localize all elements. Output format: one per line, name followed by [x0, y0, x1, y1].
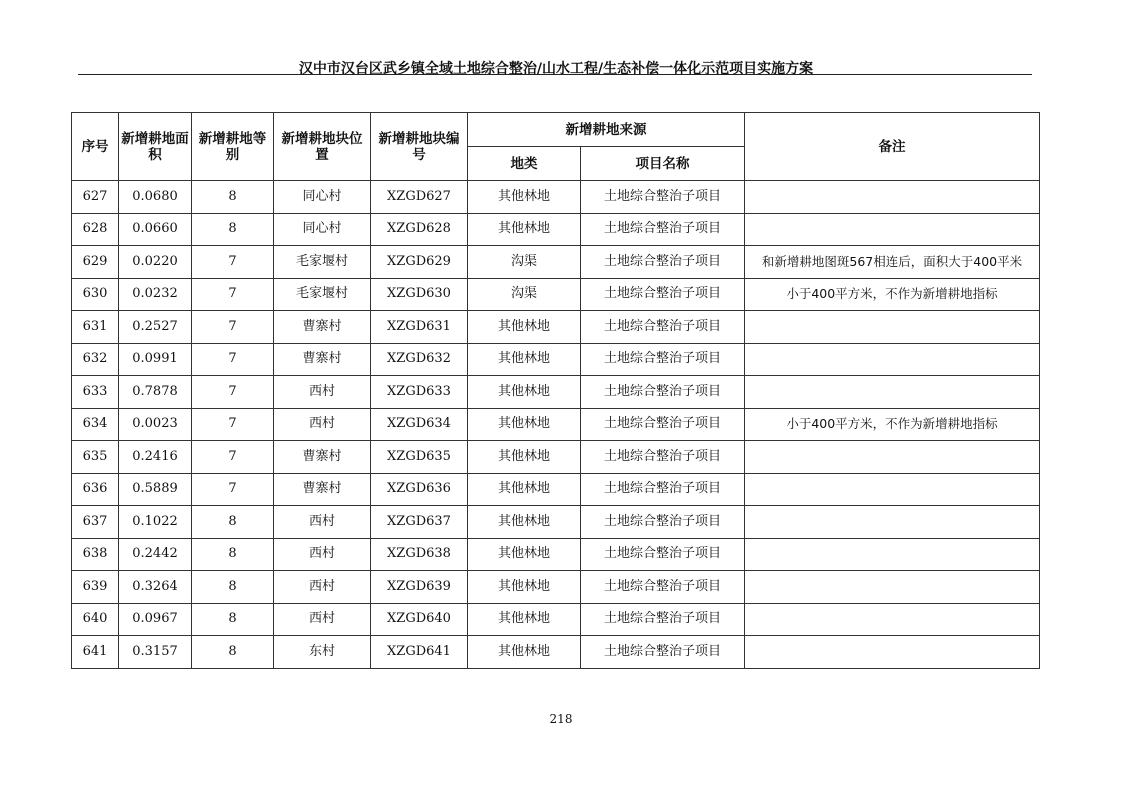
table-row: [72, 408, 1040, 441]
cell-code: XZGD637: [371, 506, 468, 539]
page-number: 218: [549, 712, 573, 726]
table-row: [72, 311, 1040, 344]
cell-grade: 7: [192, 473, 274, 506]
cell-note: [745, 343, 1040, 376]
cell-area: 0.0967: [119, 603, 192, 636]
header-note: 备注: [745, 113, 1040, 181]
cell-grade: 7: [192, 441, 274, 474]
cell-seq: 631: [72, 311, 119, 344]
cell-seq: 635: [72, 441, 119, 474]
cell-grade: 7: [192, 311, 274, 344]
cell-note: [745, 311, 1040, 344]
cell-area: 0.0991: [119, 343, 192, 376]
cell-code: XZGD632: [371, 343, 468, 376]
cell-location: 东村: [274, 636, 371, 669]
cell-project: 土地综合整治子项目: [581, 246, 745, 279]
cell-land-type: 其他林地: [468, 181, 581, 214]
table-row: [72, 571, 1040, 604]
cell-location: 同心村: [274, 181, 371, 214]
cell-note: [745, 538, 1040, 571]
cell-area: 0.2442: [119, 538, 192, 571]
header-grade: 新增耕地等别: [192, 113, 274, 181]
cell-code: XZGD635: [371, 441, 468, 474]
cell-note: [745, 603, 1040, 636]
cell-area: 0.2416: [119, 441, 192, 474]
table-row: [72, 538, 1040, 571]
table-row: [72, 376, 1040, 409]
cell-note: [745, 473, 1040, 506]
cell-location: 西村: [274, 603, 371, 636]
table-row: [72, 603, 1040, 636]
table-body: [72, 181, 1040, 669]
cell-project: 土地综合整治子项目: [581, 506, 745, 539]
cell-seq: 636: [72, 473, 119, 506]
cell-code: XZGD631: [371, 311, 468, 344]
cell-location: 毛家堰村: [274, 278, 371, 311]
cell-area: 0.5889: [119, 473, 192, 506]
cell-grade: 7: [192, 343, 274, 376]
cell-code: XZGD634: [371, 408, 468, 441]
cell-location: 曹寨村: [274, 441, 371, 474]
cell-area: 0.0660: [119, 213, 192, 246]
cell-land-type: 其他林地: [468, 538, 581, 571]
cell-area: 0.3264: [119, 571, 192, 604]
cell-project: 土地综合整治子项目: [581, 538, 745, 571]
table-row: [72, 213, 1040, 246]
cell-project: 土地综合整治子项目: [581, 603, 745, 636]
cell-note: [745, 441, 1040, 474]
cell-note: 小于400平方米，不作为新增耕地指标: [745, 278, 1040, 311]
table-row: [72, 506, 1040, 539]
cell-grade: 8: [192, 636, 274, 669]
cell-note: 小于400平方米，不作为新增耕地指标: [745, 408, 1040, 441]
cell-grade: 8: [192, 181, 274, 214]
cell-seq: 629: [72, 246, 119, 279]
land-plot-table: [71, 112, 1040, 669]
cell-code: XZGD633: [371, 376, 468, 409]
cell-grade: 8: [192, 603, 274, 636]
table-row: [72, 473, 1040, 506]
cell-code: XZGD627: [371, 181, 468, 214]
cell-note: [745, 213, 1040, 246]
cell-land-type: 其他林地: [468, 473, 581, 506]
cell-area: 0.0232: [119, 278, 192, 311]
cell-land-type: 其他林地: [468, 213, 581, 246]
cell-code: XZGD628: [371, 213, 468, 246]
cell-grade: 7: [192, 246, 274, 279]
cell-location: 西村: [274, 506, 371, 539]
cell-land-type: 其他林地: [468, 343, 581, 376]
cell-area: 0.0023: [119, 408, 192, 441]
cell-note: [745, 181, 1040, 214]
header-seq: 序号: [72, 113, 119, 181]
cell-land-type: 其他林地: [468, 311, 581, 344]
table-row: [72, 246, 1040, 279]
cell-project: 土地综合整治子项目: [581, 441, 745, 474]
cell-grade: 7: [192, 408, 274, 441]
header-area: 新增耕地面积: [119, 113, 192, 181]
cell-location: 西村: [274, 408, 371, 441]
cell-project: 土地综合整治子项目: [581, 571, 745, 604]
cell-seq: 630: [72, 278, 119, 311]
cell-seq: 633: [72, 376, 119, 409]
cell-seq: 628: [72, 213, 119, 246]
cell-code: XZGD638: [371, 538, 468, 571]
cell-location: 西村: [274, 376, 371, 409]
cell-project: 土地综合整治子项目: [581, 636, 745, 669]
cell-location: 曹寨村: [274, 343, 371, 376]
cell-grade: 8: [192, 506, 274, 539]
cell-location: 曹寨村: [274, 311, 371, 344]
cell-grade: 8: [192, 538, 274, 571]
cell-code: XZGD639: [371, 571, 468, 604]
cell-code: XZGD641: [371, 636, 468, 669]
cell-area: 0.2527: [119, 311, 192, 344]
cell-land-type: 其他林地: [468, 506, 581, 539]
header-project: 项目名称: [581, 147, 745, 181]
cell-land-type: 沟渠: [468, 278, 581, 311]
cell-area: 0.1022: [119, 506, 192, 539]
table-row: [72, 636, 1040, 669]
cell-project: 土地综合整治子项目: [581, 181, 745, 214]
table-row: [72, 181, 1040, 214]
cell-area: 0.3157: [119, 636, 192, 669]
cell-seq: 637: [72, 506, 119, 539]
cell-seq: 634: [72, 408, 119, 441]
header-code: 新增耕地块编号: [371, 113, 468, 181]
cell-land-type: 其他林地: [468, 376, 581, 409]
table-row: [72, 278, 1040, 311]
cell-code: XZGD630: [371, 278, 468, 311]
cell-location: 毛家堰村: [274, 246, 371, 279]
cell-area: 0.0220: [119, 246, 192, 279]
cell-grade: 7: [192, 278, 274, 311]
document-header-title: 汉中市汉台区武乡镇全域土地综合整治/山水工程/生态补偿一体化示范项目实施方案: [298, 61, 814, 77]
cell-land-type: 其他林地: [468, 441, 581, 474]
cell-code: XZGD629: [371, 246, 468, 279]
cell-land-type: 沟渠: [468, 246, 581, 279]
cell-seq: 632: [72, 343, 119, 376]
cell-area: 0.7878: [119, 376, 192, 409]
cell-note: [745, 571, 1040, 604]
cell-grade: 8: [192, 571, 274, 604]
cell-note: [745, 636, 1040, 669]
cell-note: [745, 506, 1040, 539]
cell-area: 0.0680: [119, 181, 192, 214]
cell-project: 土地综合整治子项目: [581, 213, 745, 246]
cell-land-type: 其他林地: [468, 571, 581, 604]
cell-land-type: 其他林地: [468, 636, 581, 669]
cell-project: 土地综合整治子项目: [581, 311, 745, 344]
cell-note: [745, 376, 1040, 409]
cell-location: 西村: [274, 538, 371, 571]
cell-land-type: 其他林地: [468, 408, 581, 441]
cell-project: 土地综合整治子项目: [581, 376, 745, 409]
header-land-type: 地类: [468, 147, 581, 181]
cell-project: 土地综合整治子项目: [581, 278, 745, 311]
cell-location: 曹寨村: [274, 473, 371, 506]
cell-project: 土地综合整治子项目: [581, 343, 745, 376]
cell-location: 西村: [274, 571, 371, 604]
table-header-row: [72, 113, 1040, 147]
cell-grade: 8: [192, 213, 274, 246]
cell-note: 和新增耕地图斑567相连后，面积大于400平米: [745, 246, 1040, 279]
header-location: 新增耕地块位置: [274, 113, 371, 181]
cell-project: 土地综合整治子项目: [581, 408, 745, 441]
cell-seq: 638: [72, 538, 119, 571]
cell-seq: 627: [72, 181, 119, 214]
cell-code: XZGD636: [371, 473, 468, 506]
table-row: [72, 343, 1040, 376]
cell-seq: 640: [72, 603, 119, 636]
header-divider: [78, 74, 1032, 75]
cell-grade: 7: [192, 376, 274, 409]
cell-seq: 641: [72, 636, 119, 669]
cell-seq: 639: [72, 571, 119, 604]
cell-code: XZGD640: [371, 603, 468, 636]
table-row: [72, 441, 1040, 474]
cell-land-type: 其他林地: [468, 603, 581, 636]
header-source: 新增耕地来源: [468, 113, 745, 147]
cell-project: 土地综合整治子项目: [581, 473, 745, 506]
cell-location: 同心村: [274, 213, 371, 246]
